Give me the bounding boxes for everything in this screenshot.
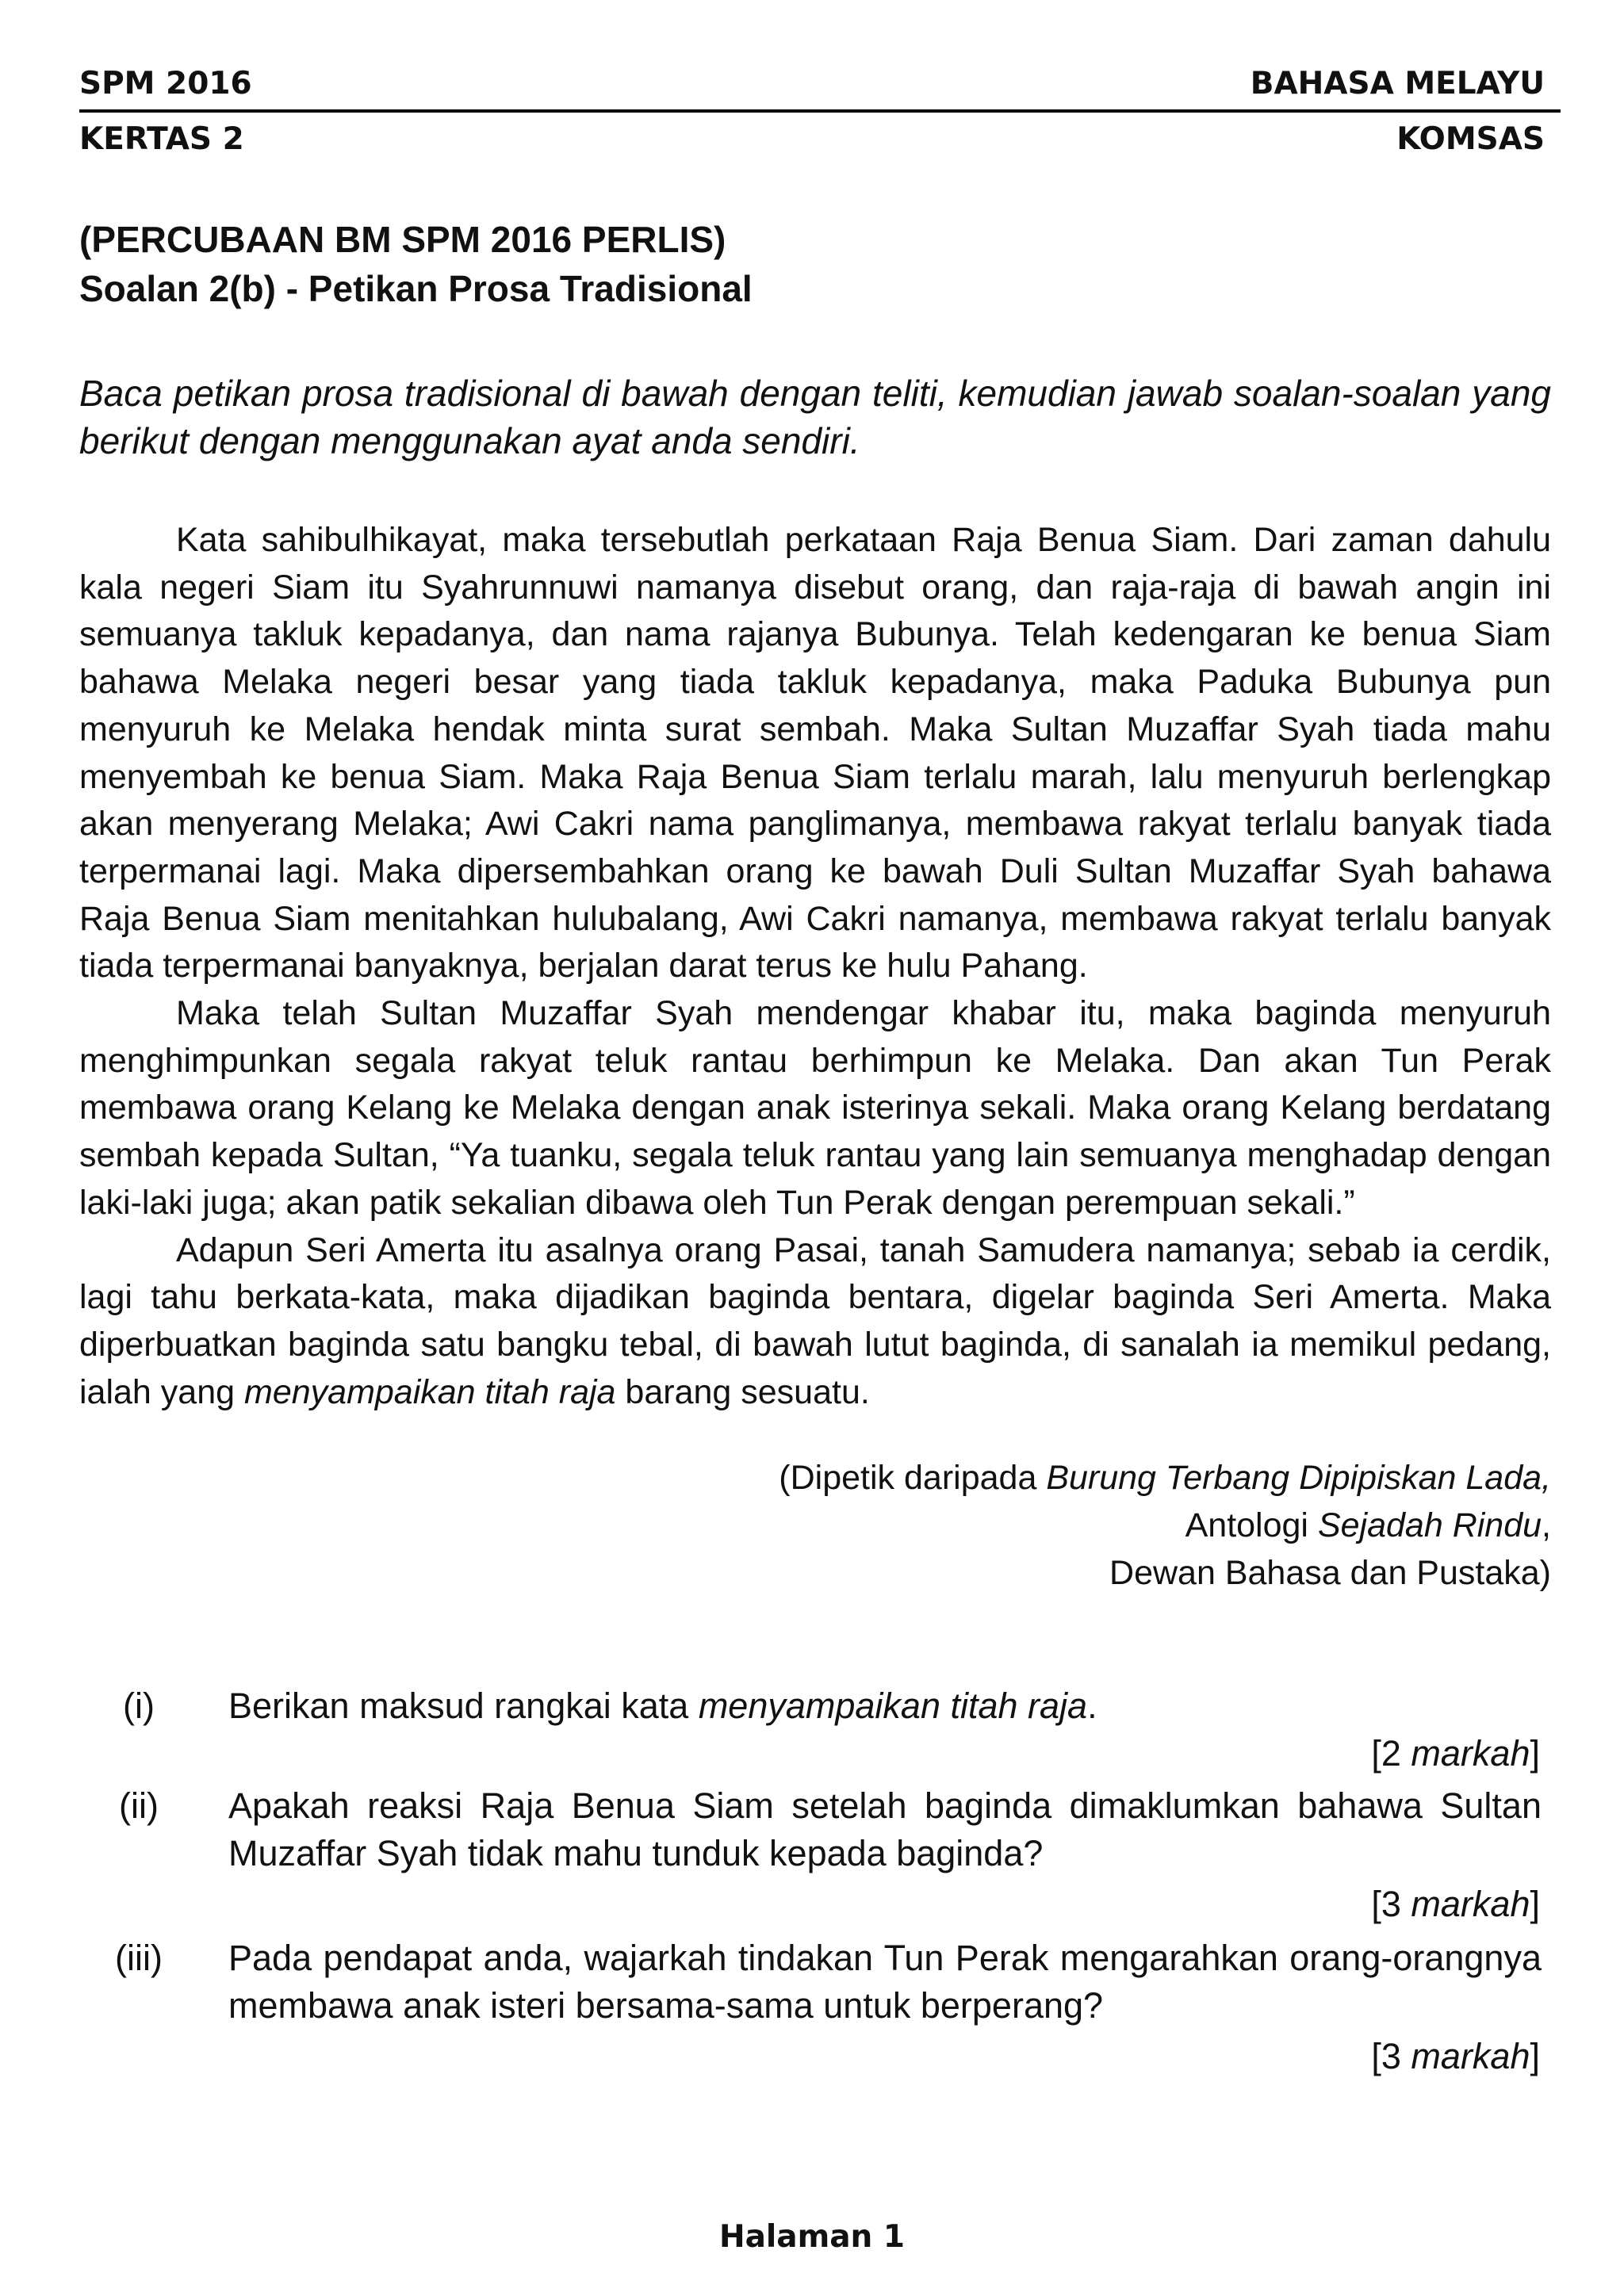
- source-citation: [779, 1454, 1551, 1597]
- marks-bracket: ]: [1530, 1733, 1540, 1774]
- question-2-marks: [1371, 1881, 1540, 1928]
- question-3-marks: [1371, 2033, 1540, 2080]
- instruction-text: Baca petikan prosa tradisional di bawah dengan teliti, kemudian jawab soalan-soalan yang berikut dengan menggunakan ayat anda sendiri.: [79, 373, 1551, 461]
- passage-paragraph-3: [79, 1227, 1551, 1417]
- source-title: Burung Terbang Dipipiskan Lada,: [1046, 1459, 1551, 1497]
- passage-paragraph-2: Maka telah Sultan Muzaffar Syah mendengar khabar itu, maka baginda menyuruh menghimpunkan segala rakyat teluk rantau berhimpun ke Melaka. Dan akan Tun Perak membawa orang Kelang ke Melaka dengan anak isterinya sekali. Maka orang Kelang berdatang sembah kepada Sultan, “Ya tuanku, segala teluk rantau yang lain semuanya menghadap dengan laki-laki juga; akan patik sekalian dibawa oleh Tun Perak dengan perempuan sekali.”: [79, 994, 1551, 1222]
- question-phrase: menyampaikan titah raja: [698, 1686, 1088, 1726]
- source-line-1: [779, 1454, 1551, 1502]
- header-paper: KERTAS 2: [79, 121, 244, 157]
- page-number: Halaman 1: [718, 2219, 906, 2255]
- marks-value: [3: [1371, 1884, 1411, 1924]
- source-line-3: Dewan Bahasa dan Pustaka): [1109, 1554, 1551, 1592]
- header-divider: [79, 109, 1561, 113]
- source-prefix: (Dipetik daripada: [779, 1459, 1047, 1497]
- question-number: (ii): [119, 1785, 159, 1826]
- marks-value: [2: [1371, 1733, 1411, 1774]
- passage-paragraph-1: Kata sahibulhikayat, maka tersebutlah perkataan Raja Benua Siam. Dari zaman dahulu kala negeri Siam itu Syahrunnuwi namanya disebut orang, dan raja-raja di bawah angin ini semuanya takluk kepadanya, dan nama rajanya Bubunya. Telah kedengaran ke benua Siam bahawa Melaka negeri besar yang tiada takluk kepadanya, maka Paduka Bubunya pun menyuruh ke Melaka hendak minta surat sembah. Maka Sultan Muzaffar Syah tiada mahu menyembah ke benua Siam. Maka Raja Benua Siam terlalu marah, lalu menyuruh berlengkap akan menyerang Melaka; Awi Cakri nama panglimanya, membawa rakyat terlalu banyak tiada terpermanai lagi. Maka dipersembahkan orang ke bawah Duli Sultan Muzaffar Syah bahawa Raja Benua Siam menitahkan hulubalang, Awi Cakri namanya, membawa rakyat terlalu banyak tiada terpermanai banyaknya, berjalan darat terus ke hulu Pahang.: [79, 521, 1551, 985]
- question-text-end: .: [1087, 1686, 1097, 1726]
- question-text: Apakah reaksi Raja Benua Siam setelah baginda dimaklumkan bahawa Sultan Muzaffar Syah tidak mahu tunduk kepada baginda?: [228, 1785, 1542, 1873]
- marks-word: markah: [1411, 1733, 1530, 1774]
- header-exam-year: SPM 2016: [79, 66, 252, 101]
- exam-title: (PERCUBAAN BM SPM 2016 PERLIS): [79, 219, 726, 260]
- question-title: Soalan 2(b) - Petikan Prosa Tradisional: [79, 268, 753, 309]
- marks-word: markah: [1411, 2036, 1530, 2076]
- question-number: (iii): [115, 1938, 163, 1978]
- question-text-part: Berikan maksud rangkai kata: [228, 1686, 699, 1726]
- passage: [79, 517, 1551, 1416]
- marks-bracket: ]: [1530, 1884, 1540, 1924]
- header-subject: BAHASA MELAYU: [1250, 66, 1545, 101]
- header-row-2: [79, 122, 1545, 157]
- passage-paragraph-3-text: Adapun Seri Amerta itu asalnya orang Pasai, tanah Samudera namanya; sebab ia cerdik, lagi tahu berkata-kata, maka dijadikan baginda bentara, digelar baginda Seri Amerta. Maka diperbuatkan baginda satu bangku tebal, di bawah lutut baginda, di sanalah ia memikul pedang, ialah yang: [79, 1230, 1551, 1411]
- header-component: KOMSAS: [1396, 121, 1545, 157]
- source-line-2: [779, 1502, 1551, 1549]
- question-1-marks: [1371, 1730, 1540, 1777]
- source-anthology: Sejadah Rindu: [1317, 1506, 1542, 1544]
- question-text: [228, 1682, 1542, 1730]
- source-comma: ,: [1542, 1506, 1551, 1544]
- marks-value: [3: [1371, 2036, 1411, 2076]
- passage-highlight-phrase: menyampaikan titah raja: [244, 1372, 616, 1411]
- marks-word: markah: [1411, 1884, 1530, 1924]
- question-text: Pada pendapat anda, wajarkah tindakan Tun Perak mengarahkan orang-orangnya membawa anak isteri bersama-sama untuk berperang?: [228, 1938, 1542, 2026]
- marks-bracket: ]: [1530, 2036, 1540, 2076]
- header-row-1: [79, 67, 1545, 101]
- source-anthology-label: Antologi: [1185, 1506, 1318, 1544]
- passage-paragraph-3-end: barang sesuatu.: [615, 1372, 870, 1411]
- question-number: (i): [123, 1686, 155, 1726]
